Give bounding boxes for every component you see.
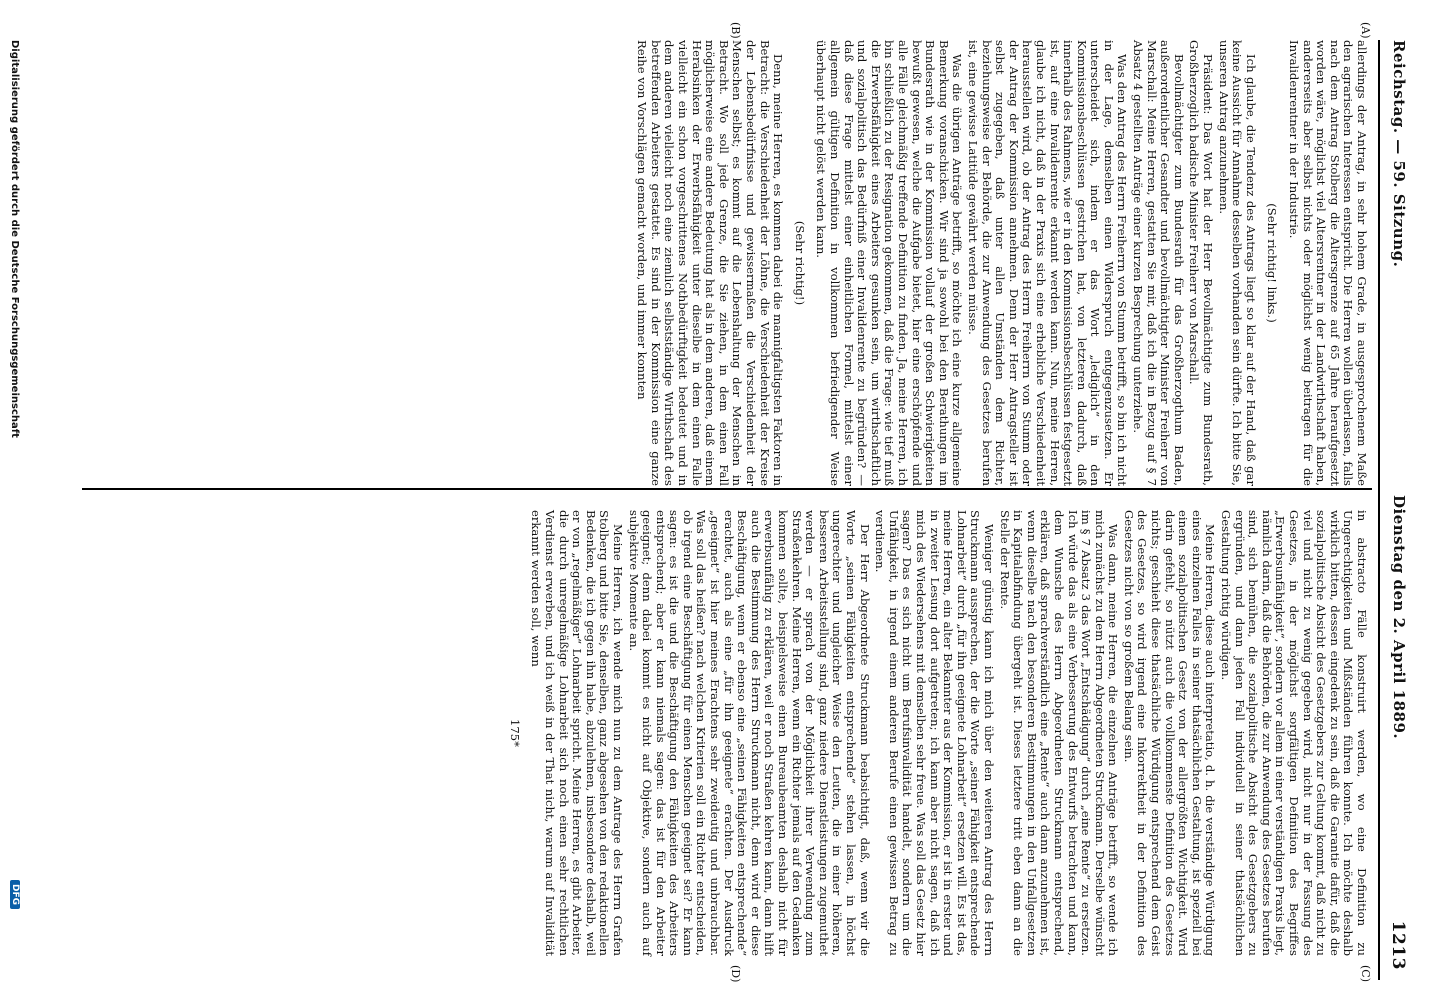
paragraph: Was dann, meine Herren, die einzelnen Anträge betrifft, so wende ich mich zunächst zu dem Herrn Abgeordneten Struckmann. Derselbe wünscht im § 7 Absatz 3 das Wort „Entschädigung“ durch „eine Rente“ zu ersetzen. Ich würde das als eine Verbesserung des Entwurfs betrachten und kann, dem Wunsche des Herrn Abgeordneten Struckmann entsprechend, erklären, daß sprachverständlich eine „Rente“ auch dann anzunehmen ist, wenn dieselbe nach den besonderen Bestimmungen in den Unfallgesetzen in Kapitalabfindung übergeht ist. Dieses letztere tritt eben dann an die Stelle der Rente. <box>997 510 1121 956</box>
paragraph: Ich glaube, die Tendenz des Antrags liegt so klar auf der Hand, daß gar keine Aussicht für Annahme desselben vorhanden sein dürfte. Ich bitte Sie, unseren Antrag anzunehmen. <box>1216 40 1258 486</box>
paragraph: allerdings der Antrag, in sehr hohem Grade, in ausgesprochenem Maße den agrarischen Interessen entspricht. Die Herren wollen überlassen, falls nach dem Antrag Stolberg die Altersgrenze auf 65 Jahre heraufgesetzt worden wäre, möglichst viel Altersrentner in der Landwirthschaft haben, andererseits aber selbst nichts oder möglichst wenig beitragen für die Invalidenrentner in der Industrie. <box>1287 40 1369 486</box>
applause-note: (Sehr richtig! links.) <box>1265 203 1280 323</box>
paragraph: Denn, meine Herren, es kommen dabei die mannigfaltigsten Faktoren in Betracht: die Verschiedenheit der Löhne, die Verschiedenheit der Kreise der Lebensbedürfnisse und gewissermaßen die Verschiedenheit der Menschen selbst; es kommt auf die Lebenshaltung der Menschen in Betracht. Wo soll jede Grenze, die Sie ziehen, in dem einen Fall möglicherweise eine andere Bedeutung hat als in dem anderen, daß einem Herabsinken der Erwerbsfähigkeit unter dieselbe in dem einen Falle vielleicht ein schon vorgeschrittenes Nothbedürftigkeit bedeutet und in dem anderen vielleicht noch eine ziemlich selbstständige Wirthschaft des betreffenden Arbeiters gestattet. Es sind in der Kommission eine ganze Reihe von Vorschlägen gemacht worden, und immer konnten <box>635 40 786 486</box>
dfg-logo: DFG <box>10 880 20 909</box>
paragraph: Präsident: Das Wort hat der Herr Bevollmächtigte zum Bundesrath, Großherzoglich badische Minister Freiherr von Marschall. <box>1187 40 1216 486</box>
sheet-signature: 175* <box>507 719 522 747</box>
marker-c: (C) <box>1359 965 1372 982</box>
marker-b: (B) <box>729 22 742 39</box>
applause-note: (Sehr richtig!) <box>792 220 807 306</box>
header-rule <box>1378 40 1380 980</box>
left-column <box>633 40 1368 486</box>
column-rule <box>82 488 1372 490</box>
right-column <box>499 510 1368 956</box>
paragraph: Was die übrigen Anträge betrifft, so möchte ich eine kurze allgemeine Bemerkung voranschicken. Wir sind ja sowohl bei den Berathungen im Bundesrath wie in der Kommission vollauf der großen Schwierigkeiten bewußt gewesen, welche die Aufgabe bietet, hier eine erschöpfende und alle Fälle gleichmäßig treffende Definition zu finden. Ja, meine Herren, ich bin schließlich zu der Resignation gekommen, daß die Frage: wie tief muß die Erwerbsfähigkeit eines Arbeiters gesunken sein, um wirthschaftlich und sozialpolitisch das Bedürfniß einer Invalidenrente zu begründen? — daß diese Frage mittelst einer einheitlichen Formel, mittelst einer allgemein gültigen Definition in vollkommen befriedigender Weise überhaupt nicht gelöst werden kann. <box>814 40 965 486</box>
header-left: Reichstag. — 59. Sitzung. <box>1390 40 1408 268</box>
header-date: Dienstag den 2. April 1889. <box>1390 495 1408 740</box>
page-number: 1213 <box>1388 920 1408 970</box>
paragraph: Weniger günstig kann ich mich über den weiteren Antrag des Herrn Struckmann aussprechen, der die Worte „seiner Fähigkeit entsprechende Lohnarbeit“ durch „für ihn geeignete Lohnarbeit“ ersetzen will. Es ist das, meine Herren, ein alter Bekannter aus der Kommission, er ist in erster und in zweiter Lesung dort aufgetreten; ich kann aber nicht sagen, daß ich mich des Wiedersehens mit demselben sehr freue. Was soll das Gesetz hier sagen? Das es sich nicht um Berufsinvalidität handelt, sondern um die Unfähigkeit, in irgend einem anderen Berufe einen gewissen Betrag zu verdienen. <box>873 510 996 956</box>
page-header <box>1378 30 1418 970</box>
paragraph: Meine Herren, ich wende mich nun zu dem Antrage des Herrn Grafen Stolberg und bitte Sie, denselben, ganz abgesehen von den redaktionellen Bedenken, die ich gegen ihn habe, abzulehnen, insbesondere deshalb, weil er von „regelmäßiger“ Lohnarbeit spricht. Meine Herren, es gibt Arbeiter, die durch unregelmäßige Lohnarbeit sich noch einen sehr rechtlichen Verdienst erwerben, und ich weiß in der That nicht, warum auf Invalidität erkannt werden soll, wenn <box>529 510 625 956</box>
paragraph: in abstracto Fälle konstruirt werden, wo eine Definition zu Ungerechtigkeiten und Mißständen führen konnte. Ich möchte deshalb wirklich bitten, dessen eingedenk zu sein, daß die Garantie dafür, daß die sozialpolitische Absicht des Gesetzgebers zur Geltung kommt, daß nicht zu viel und nicht zu wenig gegeben wird, nicht nur in der Fassung des Gesetzes, in der möglichst sorgfältigen Definition des Begriffes „Erwerbsunfähigkeit“, sondern vor allem in einer verständigen Praxis liegt, nämlich darin, daß die Behörden, die zur Anwendung des Gesetzes berufen sind, sich bemühen, die sozialpolitische Absicht des Gesetzgebers zu ergründen, und dann jeden Fall individuell in seiner thatsächlichen Gestaltung richtig würdigen. <box>1219 510 1369 956</box>
paragraph: Was den Antrag des Herrn Freiherrn von Stumm betrifft, so bin ich nicht in der Lage, demselben einen Widerspruch entgegenzusetzen. Er unterscheidet sich, indem er das Wort „lediglich“ in den Kommissionsbeschlüssen gestrichen hat, von letzteren dadurch, daß innerhalb des Rahmens, wie er in den Kommissionsbeschlüssen festgesetzt ist, auf eine Invalidenrente erkannt werden kann. Nun, meine Herren, glaube ich nicht, daß in der Praxis sich eine erhebliche Verschiedenheit herausstellen wird, ob der Antrag des Herrn Freiherrn von Stumm oder der Antrag der Kommission annehmen. Denn der Herr Antragsteller ist selbst zugegeben, daß unter allen Umständen dem Richter, beziehungsweise der Behörde, die zur Anwendung des Gesetzes berufen ist, eine gewisse Latitüde gewährt werden müsse. <box>965 40 1130 486</box>
paragraph: Der Herr Abgeordnete Struckmann beabsichtigt, daß, wenn wir die Worte „seinen Fähigkeiten entsprechende“ stehen lassen, in höchst ungerechter und ungleicher Weise den Leuten, die in einer höheren, besseren Arbeitsstellung sind, ganz niedere Dienstleistungen zugemuthet werden — er sprach von der Möglichkeit ihrer Verwendung zum Straßenkehren. Meine Herren, wenn ein Richter jemals auf den Gedanken kommen sollte, beispielsweise einen Bureaubeamten deshalb nicht für erwerbsunfähig zu erklären, weil er noch Straßen kehren kann, dann hilft auch die Bestimmung des Herrn Struckmann nicht, denn wird er diese Beschäftigung, wenn er ebenso eine „seinen Fähigkeiten entsprechende“ erachtet, auch als eine „für ihn geeignete“ erachten. Der Ausdruck „geeignet“ ist hier meines Erachtens sehr zweideutig und unbrauchbar. Was soll das heißen? nach welchen Kriterien soll ein Richter entscheiden, ob irgend eine Beschäftigung für einen Menschen geeignet sei? Er kann sagen: es ist die und die Beschäftigung den Fähigkeiten des Arbeiters entsprechend; aber er kann niemals sagen: das ist für den Arbeiter geeignet; denn dabei kommt es nicht auf Objektive, sondern auch auf subjektive Momente an. <box>626 510 872 956</box>
marker-d: (D) <box>729 965 742 983</box>
marker-a: (A) <box>1359 22 1372 39</box>
paragraph: Bevollmächtigter zum Bundesrath für das Großherzogthum Baden, außerordentlicher Gesandter und bevollmächtigter Minister Freiherr von Marschall: Meine Herren, gestatten Sie mir, daß ich die in Bezug auf § 7 Absatz 4 gestellten Anträge einer kurzen Besprechung unterziehe. <box>1131 40 1186 486</box>
paragraph: Meine Herren, diese auch interpretatio, d. h. die verständige Würdigung eines einzelnen Falles in seiner thatsächlichen Gestaltung, ist speziell bei einem sozialpolitischen Gesetz von der allergrößten Wichtigkeit. Wird darin gefehlt, so nützt auch die vollkommenste Definition des Gesetzes nichts; geschieht diese thatsächliche Würdigung entsprechend dem Geist des Gesetzes, so wird irgend eine Inkorrektheit in der Definition des Gesetzes nicht von so großem Belang sein. <box>1121 510 1218 956</box>
dfg-badge <box>8 880 22 909</box>
digitization-note: Digitalisierung gefördert durch die Deutsche Forschungsgemeinschaft <box>9 40 20 438</box>
